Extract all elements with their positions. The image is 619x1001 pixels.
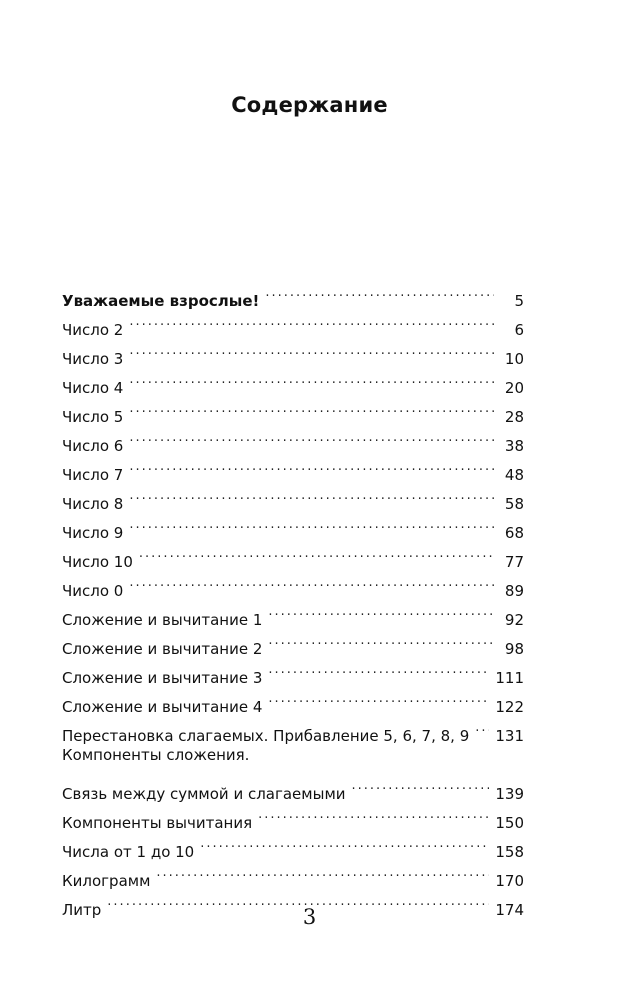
toc-entry-page: 170 xyxy=(495,872,524,890)
toc-dot-leader xyxy=(129,364,494,393)
toc-entry xyxy=(62,567,524,600)
page-number: 3 xyxy=(302,905,317,929)
toc-entry xyxy=(62,538,524,571)
toc-dot-leader xyxy=(265,277,494,306)
toc-entry-page: 89 xyxy=(504,582,524,600)
toc-entry xyxy=(62,509,524,542)
toc-entry-label: Сложение и вычитание 3 xyxy=(62,669,263,687)
page-title: Содержание xyxy=(231,93,388,117)
toc-entry-label: Уважаемые взрослые! xyxy=(62,292,260,310)
toc-entry-page: 6 xyxy=(514,321,524,339)
toc-entry xyxy=(62,480,524,513)
toc-dot-leader xyxy=(268,625,494,654)
toc-dot-leader xyxy=(129,451,494,480)
toc-entry-page: 28 xyxy=(504,408,524,426)
toc-dot-leader xyxy=(268,596,494,625)
toc-entry-page: 58 xyxy=(504,495,524,513)
toc-entry-heading: Компоненты сложения. xyxy=(62,746,250,764)
toc-dot-leader xyxy=(268,683,489,712)
toc-entry-page: 77 xyxy=(504,553,524,571)
toc-entry xyxy=(62,596,524,629)
toc-dot-leader xyxy=(129,306,494,335)
toc-entry xyxy=(62,306,524,339)
toc-entry-page: 38 xyxy=(504,437,524,455)
toc-entry-page: 5 xyxy=(514,292,524,310)
toc-entry-label: Число 6 xyxy=(62,437,124,455)
toc-entry-page: 98 xyxy=(504,640,524,658)
toc-entry xyxy=(62,770,524,803)
toc-entry-label: Связь между суммой и слагаемыми xyxy=(62,785,346,803)
toc-entry-label: Число 9 xyxy=(62,524,124,542)
toc-dot-leader xyxy=(200,828,489,857)
toc-entry-page: 150 xyxy=(495,814,524,832)
toc-entry xyxy=(62,335,524,368)
toc-entry-page: 68 xyxy=(504,524,524,542)
toc-entry-page: 158 xyxy=(495,843,524,861)
toc-entry-label: Число 7 xyxy=(62,466,124,484)
toc-entry-page: 139 xyxy=(495,785,524,803)
toc-entry-page: 92 xyxy=(504,611,524,629)
toc-entry xyxy=(62,422,524,455)
toc-entry-label: Число 5 xyxy=(62,408,124,426)
toc-entry-label: Сложение и вычитание 4 xyxy=(62,698,263,716)
toc-entry-page: 10 xyxy=(504,350,524,368)
toc-dot-leader xyxy=(129,393,494,422)
toc-entry xyxy=(62,451,524,484)
toc-dot-leader xyxy=(139,538,494,567)
toc-dot-leader xyxy=(129,567,494,596)
toc-entry-label: Число 0 xyxy=(62,582,124,600)
toc-entry-label: Компоненты вычитания xyxy=(62,814,253,832)
toc-dot-leader xyxy=(475,712,489,741)
toc-entry-label: Число 8 xyxy=(62,495,124,513)
toc-dot-leader xyxy=(129,509,494,538)
toc-entry-label: Число 2 xyxy=(62,321,124,339)
toc-entry-label: Сложение и вычитание 2 xyxy=(62,640,263,658)
toc-entry-label: Число 4 xyxy=(62,379,124,397)
toc-dot-leader xyxy=(268,654,489,683)
toc-dot-leader xyxy=(156,857,489,886)
toc-dot-leader xyxy=(129,422,494,451)
toc-entry-page: 20 xyxy=(504,379,524,397)
toc-entry-page: 174 xyxy=(495,901,524,919)
toc-entry-label: Сложение и вычитание 1 xyxy=(62,611,263,629)
toc-entry-page: 48 xyxy=(504,466,524,484)
toc-entry xyxy=(62,277,524,310)
toc-dot-leader xyxy=(352,770,490,799)
table-of-contents xyxy=(62,277,524,919)
toc-entry xyxy=(62,364,524,397)
toc-entry-label: Килограмм xyxy=(62,872,151,890)
toc-entry-page: 131 xyxy=(495,727,524,745)
toc-entry-page: 122 xyxy=(495,698,524,716)
toc-entry-page: 111 xyxy=(495,669,524,687)
toc-entry-label: Перестановка слагаемых. Прибавление 5, 6, 7, 8, 9 xyxy=(62,727,470,745)
toc-entry-label: Числа от 1 до 10 xyxy=(62,843,195,861)
toc-entry-label: Число 10 xyxy=(62,553,133,571)
toc-dot-leader xyxy=(258,799,489,828)
toc-dot-leader xyxy=(129,480,494,509)
toc-entry-label: Литр xyxy=(62,901,102,919)
toc-entry-label: Число 3 xyxy=(62,350,124,368)
toc-dot-leader xyxy=(129,335,494,364)
toc-entry xyxy=(62,393,524,426)
